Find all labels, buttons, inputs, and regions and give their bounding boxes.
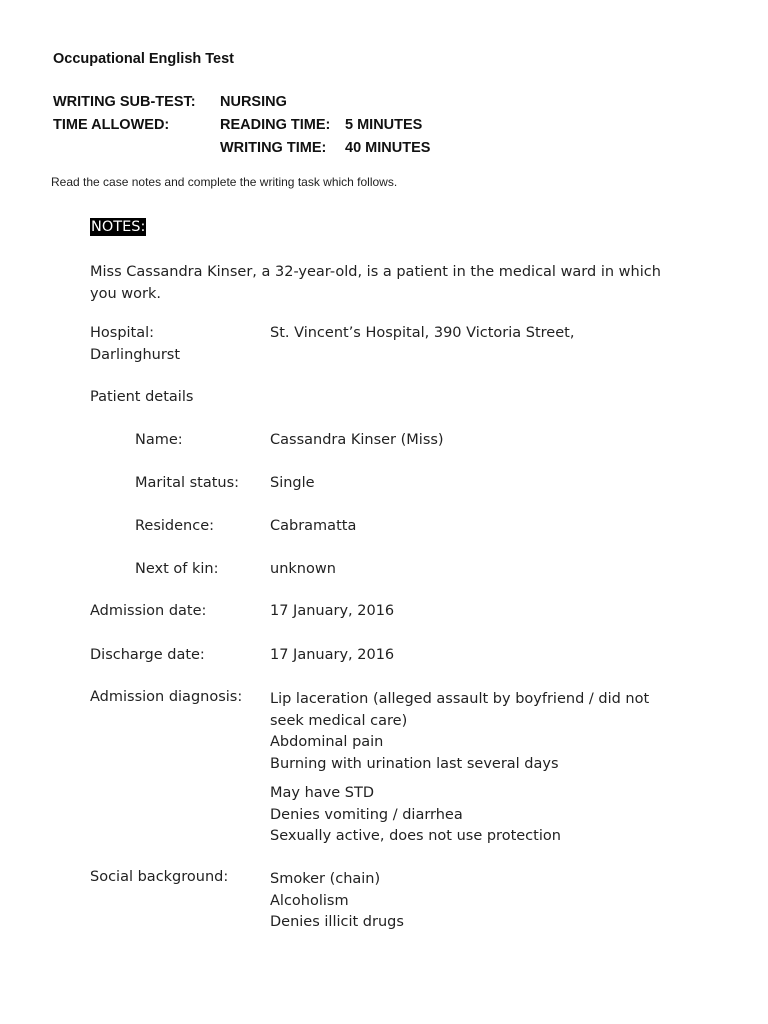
hospital-label: Hospital: xyxy=(90,325,155,341)
diagnosis-line: Sexually active, does not use protection xyxy=(270,828,561,844)
notes-label: NOTES: xyxy=(91,219,146,235)
social-line: Denies illicit drugs xyxy=(270,914,404,930)
social-background-label: Social background: xyxy=(90,869,229,885)
reading-time-value: 5 MINUTES xyxy=(345,117,423,133)
reading-time-label: READING TIME: xyxy=(220,117,331,133)
hospital-value: St. Vincent’s Hospital, 390 Victoria Street, xyxy=(270,325,575,341)
next-of-kin-value: unknown xyxy=(270,561,336,577)
diagnosis-line: Burning with urination last several days xyxy=(270,755,559,772)
document-title: Occupational English Test xyxy=(53,51,235,67)
admission-date-value: 17 January, 2016 xyxy=(270,603,395,619)
diagnosis-line: Denies vomiting / diarrhea xyxy=(270,806,463,823)
admission-diagnosis-list xyxy=(270,689,680,775)
residence-label: Residence: xyxy=(135,518,215,534)
social-line: Alcoholism xyxy=(270,892,349,909)
time-allowed-label: TIME ALLOWED: xyxy=(53,117,170,133)
discharge-date-label: Discharge date: xyxy=(90,647,205,663)
residence-value: Cabramatta xyxy=(270,518,357,534)
case-intro: Miss Cassandra Kinser, a 32-year-old, is a patient in the medical ward in which you work. xyxy=(90,264,661,302)
writing-time-label: WRITING TIME: xyxy=(220,140,327,156)
diagnosis-line: Lip laceration (alleged assault by boyfriend / did not seek medical care) xyxy=(270,691,650,729)
marital-status-label: Marital status: xyxy=(135,475,240,491)
social-background-list xyxy=(270,869,680,934)
next-of-kin-label: Next of kin: xyxy=(135,561,219,577)
instructions: Read the case notes and complete the writing task which follows. xyxy=(51,175,398,189)
subtest-value: NURSING xyxy=(220,94,287,110)
diagnosis-line: Abdominal pain xyxy=(270,734,384,750)
discharge-date-value: 17 January, 2016 xyxy=(270,647,395,663)
writing-time-value: 40 MINUTES xyxy=(345,140,431,156)
diagnosis-line: May have STD xyxy=(270,785,374,801)
admission-date-label: Admission date: xyxy=(90,603,207,619)
social-line: Smoker (chain) xyxy=(270,871,381,887)
marital-status-value: Single xyxy=(270,475,315,491)
admission-diagnosis-label: Admission diagnosis: xyxy=(90,689,243,705)
name-value: Cassandra Kinser (Miss) xyxy=(270,432,444,448)
subtest-label: WRITING SUB-TEST: xyxy=(53,94,196,110)
patient-details-heading: Patient details xyxy=(90,389,194,405)
name-label: Name: xyxy=(135,432,183,448)
admission-diagnosis-list-2 xyxy=(270,783,680,848)
hospital-suburb: Darlinghurst xyxy=(90,347,181,363)
